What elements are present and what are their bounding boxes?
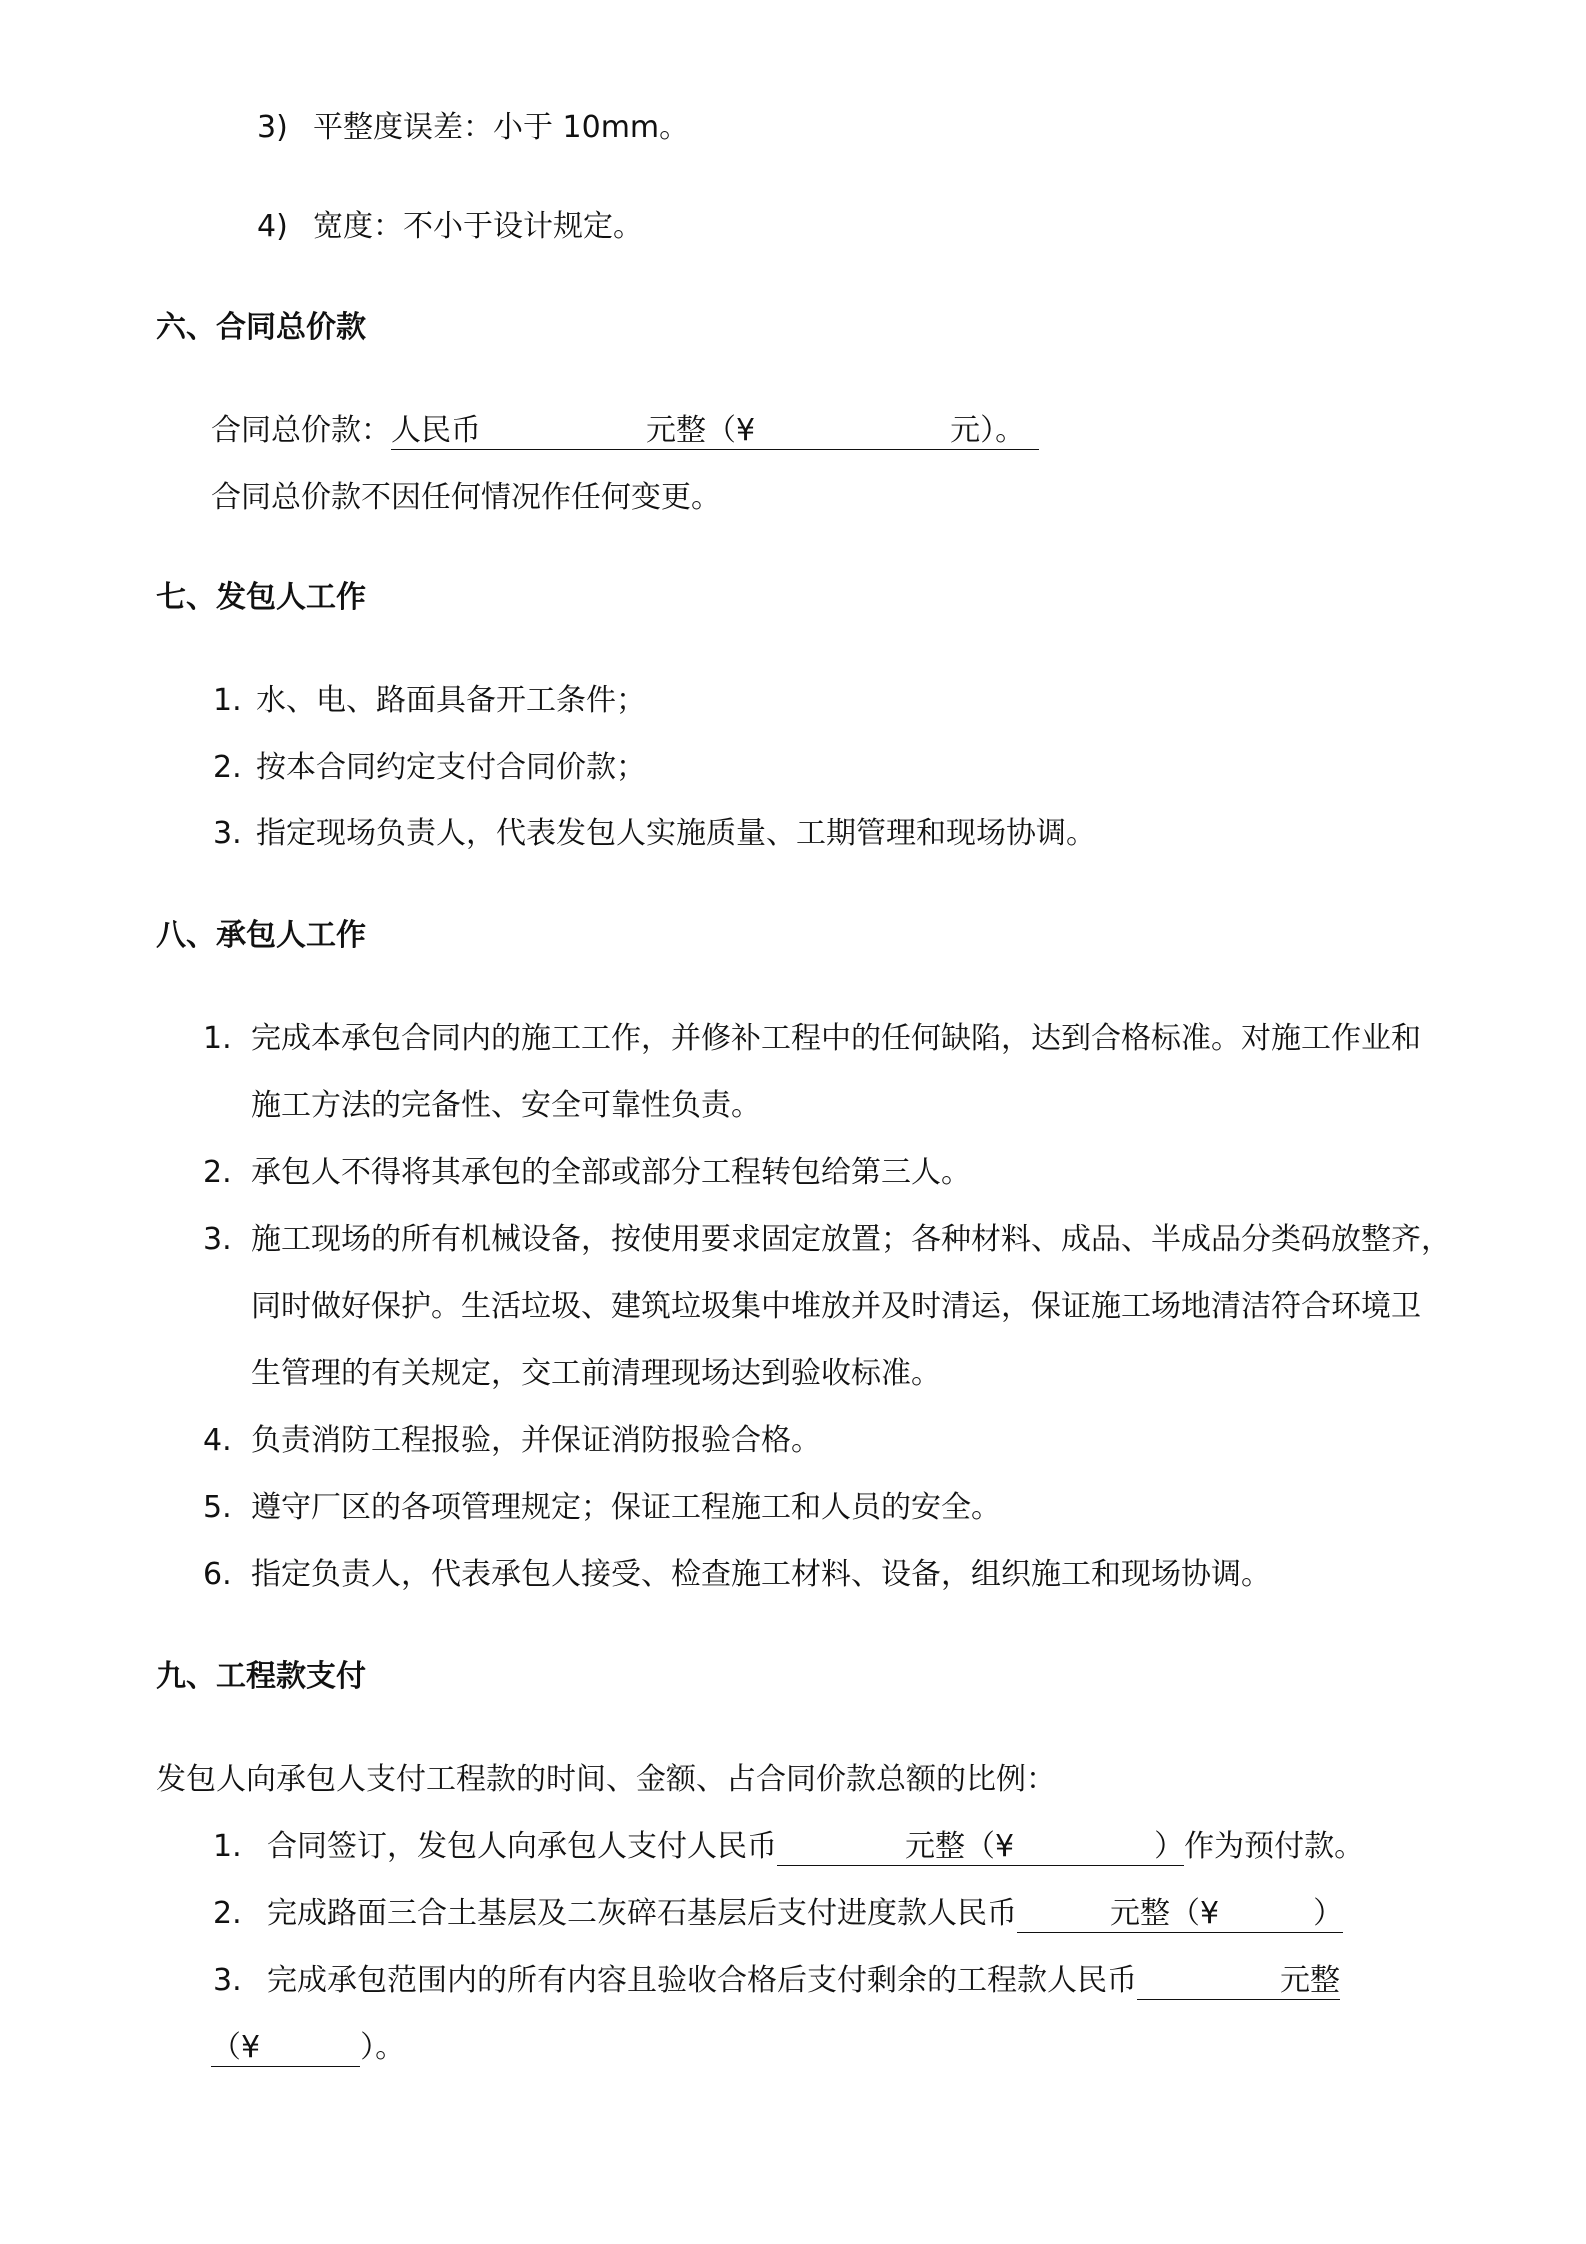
price-label: 合同总价款： [211,413,391,448]
payment-intro: 发包人向承包人支付工程款的时间、金额、占合同价款总额的比例： [156,1762,1056,1797]
amount-blank [1137,1963,1340,2000]
list-item [257,209,643,245]
payment-text: 完成承包范围内的所有内容且验收合格后支付剩余的工程款人民币 [267,1963,1137,1998]
list-number: 3. [213,1963,242,1998]
list-number: 2. [213,750,242,785]
section-heading-8: 八、承包人工作 [156,918,366,953]
list-item [203,1155,971,1191]
list-text: 平整度误差：小于 10mm。 [313,110,690,145]
price-end: 元）。 [950,413,1026,448]
list-text: 负责消防工程报验，并保证消防报验合格。 [251,1423,821,1458]
list-text: 按本合同约定支付合同价款； [256,750,646,785]
yen-open: （¥ [211,2030,261,2065]
yen-blank [211,2030,360,2067]
payment-item-3 [213,1963,1340,2000]
section-heading-9: 九、工程款支付 [156,1659,366,1694]
list-text: 施工现场的所有机械设备，按使用要求固定放置；各种材料、成品、半成品分类码放整齐， [251,1222,1451,1257]
yen-close: ）。 [360,2030,406,2065]
list-item [203,1490,1001,1526]
list-item [257,110,689,146]
amount-blank [1017,1896,1343,1933]
payment-end: 作为预付款。 [1184,1829,1365,1864]
list-text: 承包人不得将其承包的全部或部分工程转包给第三人。 [251,1155,971,1190]
list-item [203,1222,1451,1258]
amount-mid: 元整（¥ [1110,1896,1220,1931]
section-heading-6: 六、合同总价款 [156,310,366,345]
list-text-continued: 施工方法的完备性、安全可靠性负责。 [251,1088,761,1123]
list-text: 指定负责人，代表承包人接受、检查施工材料、设备，组织施工和现场协调。 [251,1557,1271,1592]
payment-item-2 [213,1896,1343,1933]
list-number: 2. [213,1896,242,1931]
list-number: 3. [213,816,242,851]
list-text: 水、电、路面具备开工条件； [256,683,646,718]
list-item [213,816,1096,852]
list-item [203,1557,1271,1593]
list-text-continued: 同时做好保护。生活垃圾、建筑垃圾集中堆放并及时清运，保证施工场地清洁符合环境卫 [251,1289,1421,1324]
price-prefix: 人民币 [391,413,481,448]
price-mid: 元整（¥ [646,413,756,448]
list-number: 1. [213,683,242,718]
amount-mid: 元整 [1280,1963,1340,1998]
list-number: 1. [203,1021,232,1056]
list-text: 指定现场负责人，代表发包人实施质量、工期管理和现场协调。 [256,816,1096,851]
list-item [203,1021,1421,1057]
list-item [213,683,646,719]
list-number: 3. [203,1222,232,1257]
amount-blank [777,1829,1184,1866]
contract-price-line [211,413,1039,450]
payment-item-3-continued [211,2030,405,2067]
amount-mid: 元整（¥ [905,1829,1015,1864]
list-number: 2. [203,1155,232,1190]
list-number: 6. [203,1557,232,1592]
price-blank [391,413,1039,450]
section-heading-7: 七、发包人工作 [156,580,366,615]
list-number: 4. [203,1423,232,1458]
list-item [203,1423,821,1459]
amount-close: ） [1313,1896,1344,1931]
payment-text: 合同签订，发包人向承包人支付人民币 [267,1829,777,1864]
price-note: 合同总价款不因任何情况作任何变更。 [211,480,721,515]
list-text: 完成本承包合同内的施工工作，并修补工程中的任何缺陷，达到合格标准。对施工作业和 [251,1021,1421,1056]
list-text-continued: 生管理的有关规定，交工前清理现场达到验收标准。 [251,1356,941,1391]
list-item [213,750,646,786]
list-text: 宽度：不小于设计规定。 [313,209,643,244]
payment-item-1 [213,1829,1364,1866]
payment-text: 完成路面三合土基层及二灰碎石基层后支付进度款人民币 [267,1896,1017,1931]
list-text: 遵守厂区的各项管理规定；保证工程施工和人员的安全。 [251,1490,1001,1525]
list-number: 1. [213,1829,242,1864]
amount-close: ） [1154,1829,1185,1864]
list-number: 5. [203,1490,232,1525]
list-number: 3) [257,110,288,145]
list-number: 4) [257,209,288,244]
